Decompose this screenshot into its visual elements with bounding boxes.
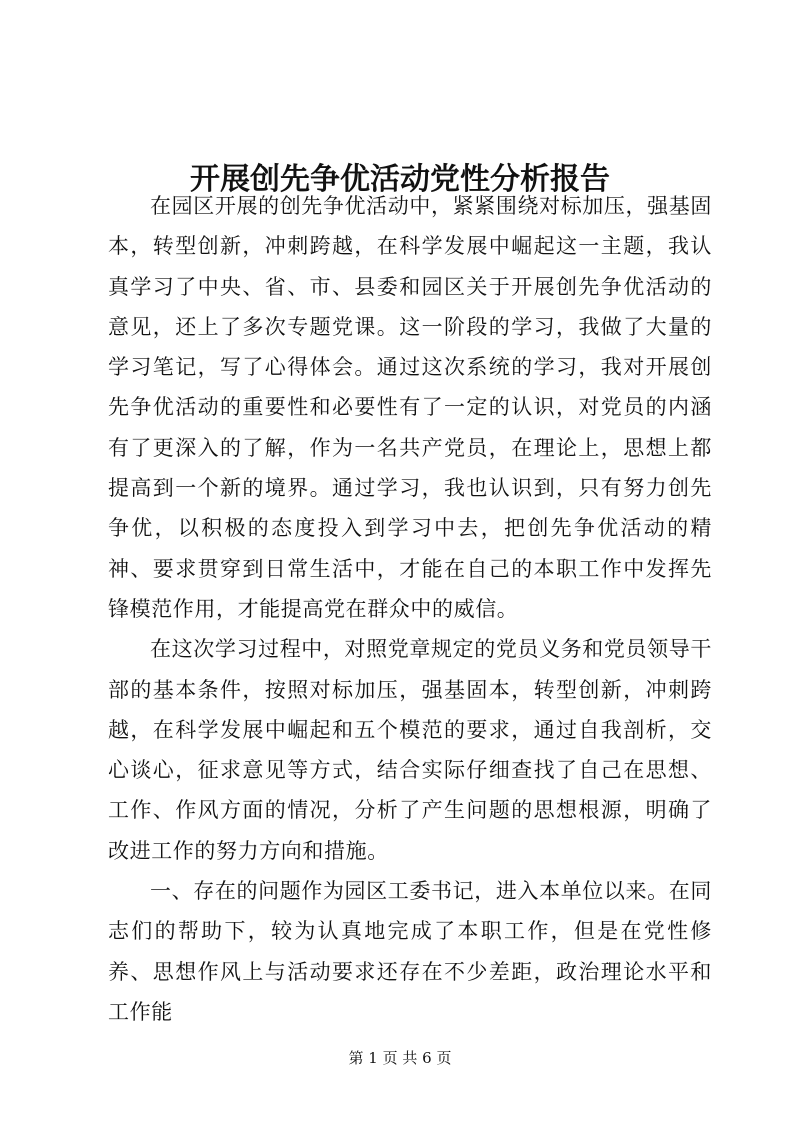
paragraph-1: 在园区开展的创先争优活动中，紧紧围绕对标加压，强基固本，转型创新，冲刺跨越，在科学发展中崛起这一主题，我认真学习了中央、省、市、县委和园区关于开展创先争优活动的意见，还上了多次专题党课。这一阶段的学习，我做了大量的学习笔记，写了心得体会。通过这次系统的学习，我对开展创先争优活动的重要性和必要性有了一定的认识，对党员的内涵有了更深入的了解，作为一名共产党员，在理论上，思想上都提高到一个新的境界。通过学习，我也认识到，只有努力创先争优，以积极的态度投入到学习中去，把创先争优活动的精神、要求贯穿到日常生活中，才能在自己的本职工作中发挥先锋模范作用，才能提高党在群众中的威信。 bbox=[108, 194, 712, 621]
document-body bbox=[108, 186, 712, 1032]
paragraph-2: 在这次学习过程中，对照党章规定的党员义务和党员领导干部的基本条件，按照对标加压，强基固本，转型创新，冲刺跨越，在科学发展中崛起和五个模范的要求，通过自我剖析，交心谈心，征求意见等方式，结合实际仔细查找了自己在思想、工作、作风方面的情况，分析了产生问题的思想根源，明确了改进工作的努力方向和措施。 bbox=[108, 637, 712, 863]
document-title: 开展创先争优活动党性分析报告 bbox=[190, 162, 610, 198]
paragraph-3: 一、存在的问题作为园区工委书记，进入本单位以来。在同志们的帮助下，较为认真地完成了本职工作，但是在党性修养、思想作风上与活动要求还存在不少差距，政治理论水平和工作能 bbox=[108, 879, 712, 1024]
page-footer: 第 1 页 共 6 页 bbox=[348, 1049, 452, 1067]
